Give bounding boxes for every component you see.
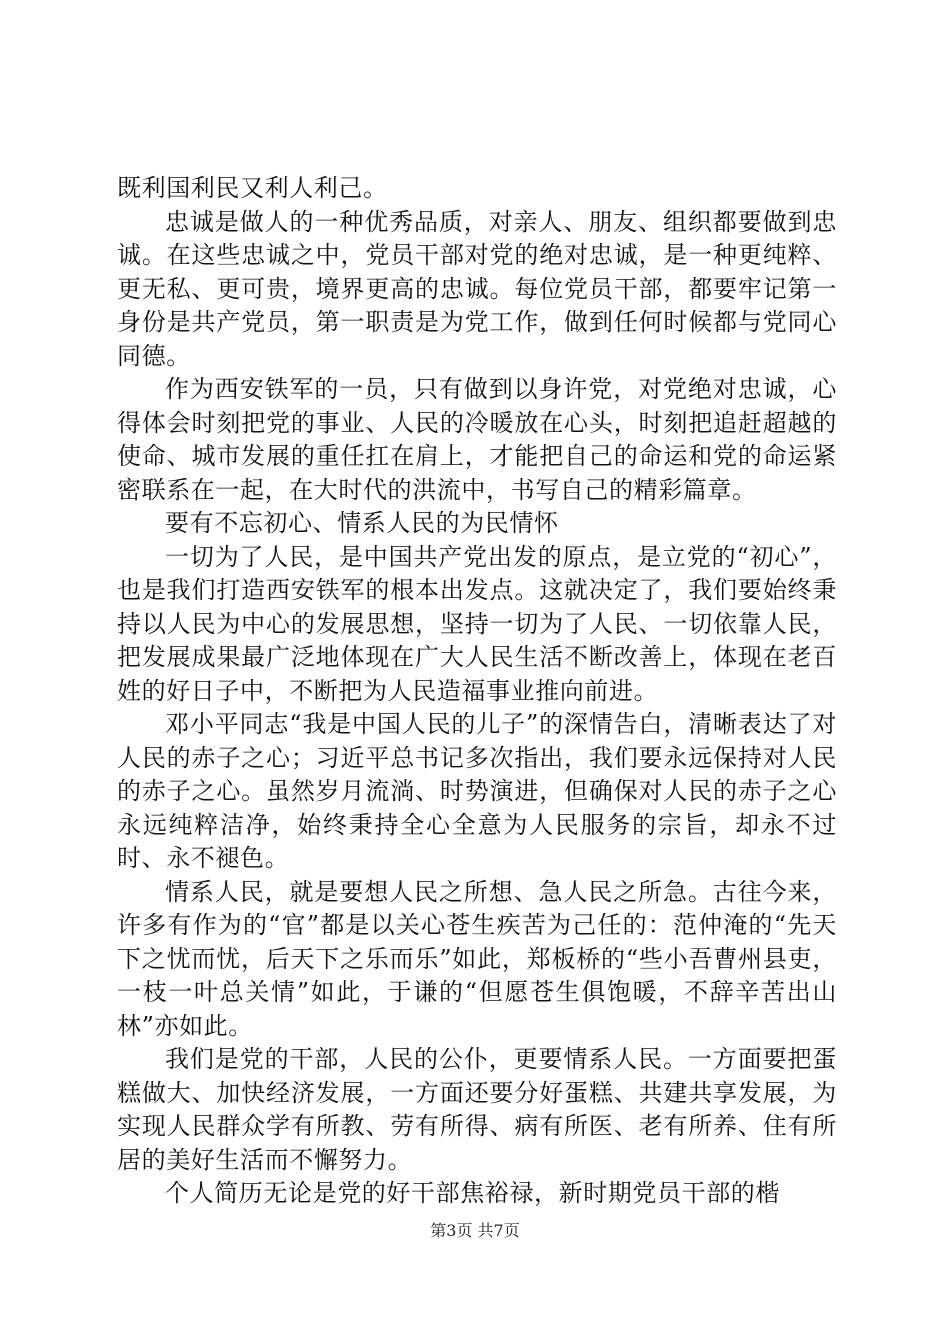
paragraph: 我们是党的干部，人民的公仆，更要情系人民。一方面要把蛋糕做大、加快经济发展，一方面还要分好蛋糕、共建共享发展，为实现人民群众学有所教、劳有所得、病有所医、老有所养、住有所居的美好生活而不懈努力。	[117, 1045, 837, 1174]
paragraph: 作为西安铁军的一员，只有做到以身许党，对党绝对忠诚，心得体会时刻把党的事业、人民的冷暖放在心头，时刻把追赶超越的使命、城市发展的重任扛在肩上，才能把自己的命运和党的命运紧密联系在一起，在大时代的洪流中，书写自己的精彩篇章。	[117, 375, 837, 504]
paragraph: 忠诚是做人的一种优秀品质，对亲人、朋友、组织都要做到忠诚。在这些忠诚之中，党员干部对党的绝对忠诚，是一种更纯粹、更无私、更可贵，境界更高的忠诚。每位党员干部，都要牢记第一身份是共产党员，第一职责是为党工作，做到任何时候都与党同心同德。	[117, 207, 837, 370]
section-heading: 要有不忘初心、情系人民的为民情怀	[165, 509, 559, 537]
paragraph: 邓小平同志“我是中国人民的儿子”的深情告白，清晰表达了对人民的赤子之心；习近平总书记多次指出，我们要永远保持对人民的赤子之心。虽然岁月流淌、时势演进，但确保对人民的赤子之心永远纯粹洁净，始终秉持全心全意为人民服务的宗旨，却永不过时、永不褪色。	[117, 710, 837, 872]
paragraph: 一切为了人民，是中国共产党出发的原点，是立党的“初心”，也是我们打造西安铁军的根本出发点。这就决定了，我们要始终秉持以人民为中心的发展思想，坚持一切为了人民、一切依靠人民，把发展成果最广泛地体现在广大人民生活不断改善上，体现在老百姓的好日子中，不断把为人民造福事业推向前进。	[117, 542, 837, 705]
document-body	[117, 172, 837, 1211]
paragraph: 情系人民，就是要想人民之所想、急人民之所急。古往今来，许多有作为的“官”都是以关心苍生疾苦为己任的：范仲淹的“先天下之忧而忧，后天下之乐而乐”如此，郑板桥的“些小吾曹州县吏，一枝一叶总关情”如此，于谦的“但愿苍生俱饱暖，不辞辛苦出山林”亦如此。	[117, 877, 837, 1040]
paragraph: 个人简历无论是党的好干部焦裕禄，新时期党员干部的楷	[165, 1179, 780, 1207]
paragraph: 既利国利民又利人利己。	[117, 174, 388, 202]
page-number-footer: 第3页 共7页	[430, 1221, 520, 1240]
